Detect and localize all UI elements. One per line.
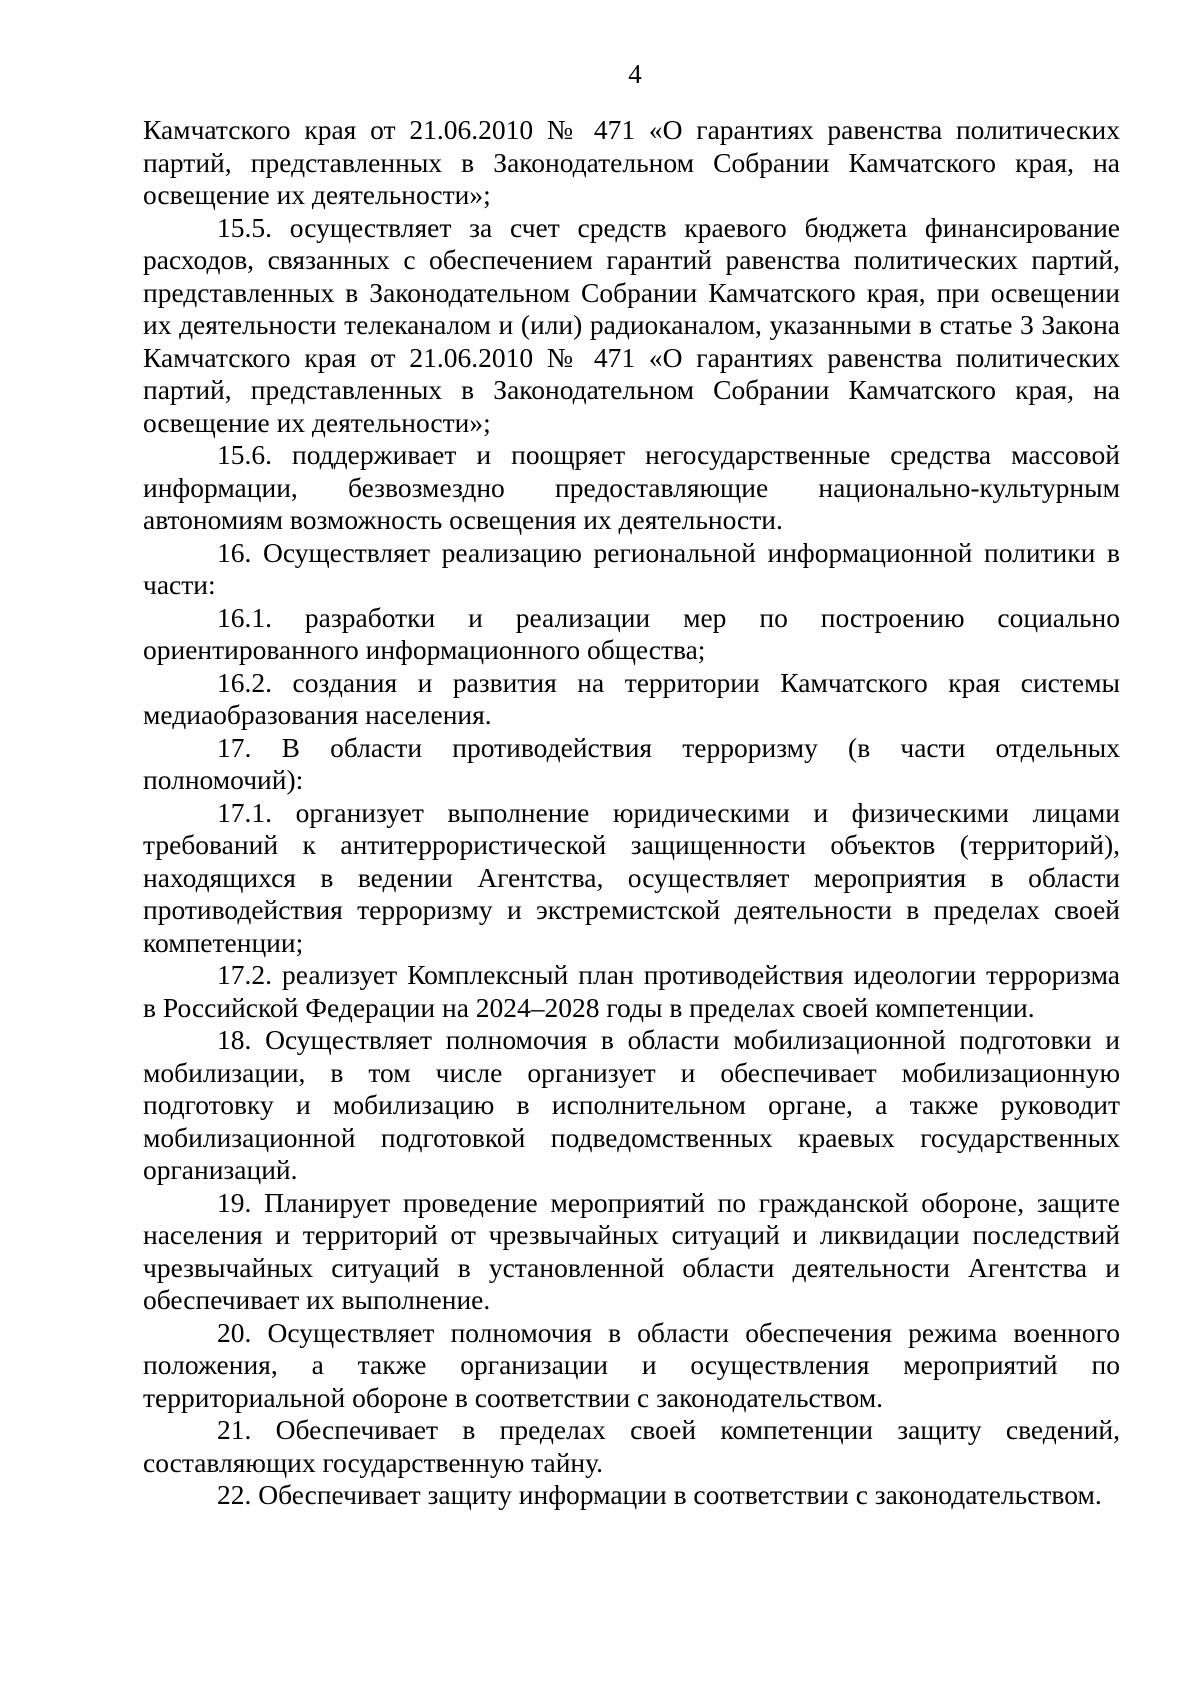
- paragraph-17-2: 17.2. реализует Комплексный план противодействия идеологии терроризма в Российской Федерации на 2024–2028 годы в пределах своей компетенции.: [143, 959, 1120, 1023]
- page-number: 4: [628, 59, 642, 89]
- document-body: [143, 114, 1120, 1512]
- paragraph-17-1: 17.1. организует выполнение юридическими и физическими лицами требований к антитеррористической защищенности объектов (территорий), находящихся в ведении Агентства, осуществляет мероприятия в области противодействия терроризму и экстремистской деятельности в пределах своей компетенции;: [143, 796, 1120, 958]
- paragraph-18: 18. Осуществляет полномочия в области мобилизационной подготовки и мобилизации, в том числе организует и обеспечивает мобилизационную подготовку и мобилизацию в исполнительном органе, а также руководит мобилизационной подготовкой подведомственных краевых государственных организаций.: [143, 1024, 1120, 1185]
- paragraph-16-1: 16.1. разработки и реализации мер по построению социально ориентированного информационного общества;: [143, 601, 1120, 665]
- paragraph-22: 22. Обеспечивает защиту информации в соответствии с законодательством.: [217, 1479, 1102, 1510]
- paragraph-continuation: Камчатского края от 21.06.2010 № 471 «О гарантиях равенства политических партий, представленных в Законодательном Собрании Камчатского края, на освещение их деятельности»;: [143, 114, 1120, 210]
- paragraph-21: 21. Обеспечивает в пределах своей компетенции защиту сведений, составляющих государственную тайну.: [143, 1414, 1120, 1478]
- paragraph-15-5: 15.5. осуществляет за счет средств краевого бюджета финансирование расходов, связанных с обеспечением гарантий равенства политических партий, представленных в Законодательном Собрании Камчатского края, при освещении их деятельности телеканалом и (или) радиоканалом, указанными в статье 3 Закона Камчатского края от 21.06.2010 № 471 «О гарантиях равенства политических партий, представленных в Законодательном Собрании Камчатского края, на освещение их деятельности»;: [143, 211, 1120, 438]
- paragraph-16-2: 16.2. создания и развития на территории Камчатского края системы медиаобразования населения.: [143, 666, 1120, 730]
- paragraph-16: 16. Осуществляет реализацию региональной информационной политики в части:: [143, 536, 1120, 600]
- paragraph-20: 20. Осуществляет полномочия в области обеспечения режима военного положения, а также организации и осуществления мероприятий по территориальной обороне в соответствии с законодательством.: [143, 1316, 1120, 1413]
- paragraph-17: 17. В области противодействия терроризму (в части отдельных полномочий):: [143, 731, 1120, 795]
- paragraph-19: 19. Планирует проведение мероприятий по гражданской обороне, защите населения и территорий от чрезвычайных ситуаций и ликвидации последствий чрезвычайных ситуаций в установленной области деятельности Агентства и обеспечивает их выполнение.: [143, 1186, 1120, 1315]
- paragraph-15-6: 15.6. поддерживает и поощряет негосударственные средства массовой информации, безвозмездно предоставляющие национально-культурным автономиям возможность освещения их деятельности.: [143, 439, 1120, 535]
